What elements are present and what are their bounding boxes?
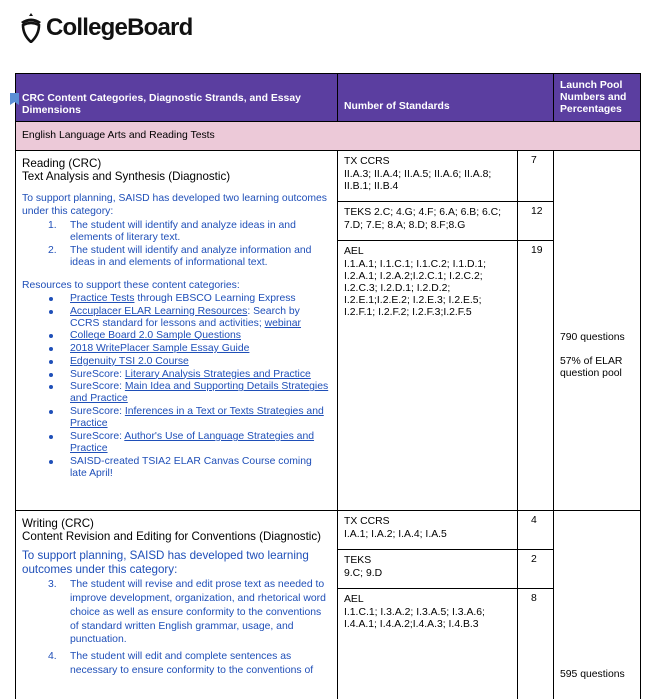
list-item: SureScore: Inferences in a Text or Texts Strategies and Practice xyxy=(22,406,331,430)
list-item: 3. The student will revise and edit prose text as needed to improve development, organization, and rhetorical word choice as well as ensure conformity to the conventions of standard written English grammar, usage, and punctuation. xyxy=(48,579,326,646)
section-row xyxy=(16,122,641,151)
list-item xyxy=(22,330,331,342)
reading-diagnostic-title: Text Analysis and Synthesis (Diagnostic) xyxy=(22,170,231,184)
bookmark-icon xyxy=(10,93,19,105)
list-item xyxy=(22,343,331,355)
writing-title: Writing (CRC) xyxy=(22,517,94,531)
reading-std-teks: TEKS 2.C; 4.G; 4.F; 6.A; 6.B; 6.C; 7.D; 7.E; 8.A; 8.D; 8.F;8.G xyxy=(338,202,518,241)
header-categories: CRC Content Categories, Diagnostic Strands, and Essay Dimensions xyxy=(16,74,338,122)
writing-std-txccrs: TX CCRS I.A.1; I.A.2; I.A.4; I.A.5 xyxy=(338,511,518,550)
list-item: 4. The student will edit and complete sentences as necessary to ensure conformity to the conventions of xyxy=(48,651,314,676)
writing-count-teks: 2 xyxy=(518,550,554,589)
list-item: 1. The student will identify and analyze ideas in and elements of literary text. xyxy=(48,219,296,244)
reading-intro: To support planning, SAISD has developed two learning outcomes under this category: xyxy=(22,193,327,217)
reading-std-txccrs: TX CCRS II.A.3; II.A.4; II.A.5; II.A.6; II.A.8; II.B.1; II.B.4 xyxy=(338,151,518,202)
acorn-logo-icon xyxy=(18,13,44,43)
writing-category-cell xyxy=(16,511,338,699)
writing-count-ael: 8 xyxy=(518,589,554,699)
writing-diagnostic-title: Content Revision and Editing for Conventions (Diagnostic) xyxy=(22,530,322,544)
writing-row xyxy=(16,511,641,550)
writing-std-teks: TEKS 9.C; 9.D xyxy=(338,550,518,589)
logo-text: CollegeBoard xyxy=(46,14,193,41)
reading-pool-percent: 57% of ELAR question pool xyxy=(560,355,623,379)
reading-pool-questions: 790 questions xyxy=(560,331,625,343)
reading-count-teks: 12 xyxy=(518,202,554,241)
list-item: 2. The student will identify and analyze information and ideas in and elements of informational text. xyxy=(48,245,312,269)
list-item: Practice Tests through EBSCO Learning Express xyxy=(22,293,331,305)
reading-category-cell xyxy=(16,151,338,511)
writing-intro: To support planning, SAISD has developed two learning outcomes under this category: xyxy=(22,549,309,576)
header-number-of-standards: Number of Standards xyxy=(338,74,554,122)
list-item: Accuplacer ELAR Learning Resources: Search by CCRS standard for lessons and activities; webinar xyxy=(22,306,331,330)
sample-questions-link[interactable]: College Board 2.0 Sample Questions xyxy=(70,330,241,342)
section-title: English Language Arts and Reading Tests xyxy=(16,122,641,151)
list-item: SureScore: Author's Use of Language Strategies and Practice xyxy=(22,431,331,455)
list-item: SureScore: Main Idea and Supporting Details Strategies and Practice xyxy=(22,381,331,405)
resources-heading: Resources to support these content categories: xyxy=(22,279,240,291)
list-item: SAISD-created TSIA2 ELAR Canvas Course coming late April! xyxy=(22,456,331,480)
writing-std-ael: AEL I.1.C.1; I.3.A.2; I.3.A.5; I.3.A.6; I.4.A.1; I.4.A.2;I.4.A.3; I.4.B.3 xyxy=(338,589,518,699)
literary-analysis-link[interactable]: Literary Analysis Strategies and Practice xyxy=(124,368,311,380)
writing-pool-questions: 595 questions xyxy=(560,669,625,681)
webinar-link[interactable]: webinar xyxy=(264,317,302,329)
essay-guide-link[interactable]: 2018 WritePlacer Sample Essay Guide xyxy=(70,343,250,355)
table-header-row xyxy=(16,74,641,122)
reading-pool-cell xyxy=(554,151,641,511)
authors-language-link[interactable]: Author's Use of Language Strategies and Practice xyxy=(70,431,315,455)
reading-title: Reading (CRC) xyxy=(22,157,102,171)
accuplacer-resources-link[interactable]: Accuplacer ELAR Learning Resources xyxy=(70,305,248,317)
reading-count-ael: 19 xyxy=(518,241,554,511)
college-board-logo xyxy=(18,12,192,44)
main-idea-link[interactable]: Main Idea and Supporting Details Strategies and Practice xyxy=(70,381,329,405)
list-item: SureScore: Literary Analysis Strategies and Practice xyxy=(22,369,331,381)
reading-count-txccrs: 7 xyxy=(518,151,554,202)
header-launch-pool: Launch Pool Numbers and Percentages xyxy=(554,74,641,122)
practice-tests-link[interactable]: Practice Tests xyxy=(70,292,135,304)
crc-table xyxy=(15,73,641,699)
writing-count-txccrs: 4 xyxy=(518,511,554,550)
inferences-link[interactable]: Inferences in a Text or Texts Strategies and Practice xyxy=(70,406,324,430)
writing-pool-cell xyxy=(554,511,641,699)
writing-outcomes xyxy=(22,578,331,678)
reading-outcomes xyxy=(22,220,331,270)
reading-row xyxy=(16,151,641,202)
reading-std-ael: AEL I.1.A.1; I.1.C.1; I.1.C.2; I.1.D.1; I.2.A.1; I.2.A.2;I.2.C.1; I.2.C.2; I.2.C.3; I.2.D.1; I.2.D.2; I.2.E.1;I.2.E.2; I.2.E.3; I.2.E.5; I.2.F.1; I.2.F.2; I.2.F.3;I.2.F.5 xyxy=(338,241,518,511)
edgenuity-course-link[interactable]: Edgenuity TSI 2.0 Course xyxy=(70,355,189,367)
resources-list xyxy=(22,293,331,481)
list-item xyxy=(22,356,331,368)
